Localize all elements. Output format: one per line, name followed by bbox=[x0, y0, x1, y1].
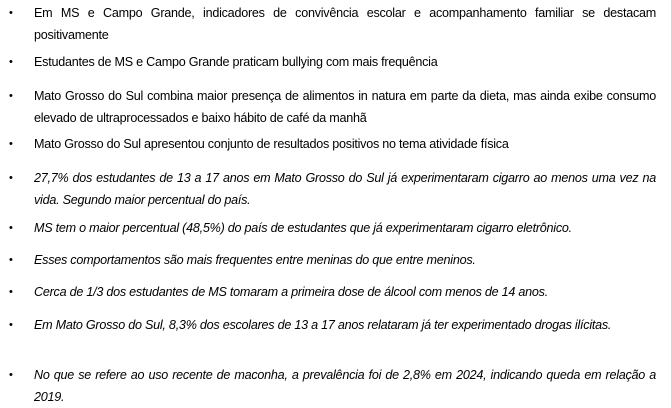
list-item-text: Mato Grosso do Sul combina maior presença de alimentos in natura em parte da dieta, mas ainda exibe consumo elevado de ultraprocessados e baixo hábito de café da manhã bbox=[34, 89, 656, 125]
bullet-icon: • bbox=[9, 138, 13, 150]
bullet-icon: • bbox=[9, 172, 13, 184]
list-item-text: MS tem o maior percentual (48,5%) do país de estudantes que já experimentaram cigarro eletrônico. bbox=[34, 221, 572, 235]
list-item-text: 27,7% dos estudantes de 13 a 17 anos em Mato Grosso do Sul já experimentaram cigarro ao menos uma vez na vida. Segundo maior percentual do país. bbox=[34, 171, 656, 207]
list-item-text: Estudantes de MS e Campo Grande praticam bullying com mais frequência bbox=[34, 55, 438, 69]
list-item-text: Esses comportamentos são mais frequentes entre meninas do que entre meninos. bbox=[34, 253, 476, 267]
bullet-icon: • bbox=[9, 286, 13, 298]
bullet-icon: • bbox=[9, 222, 13, 234]
list-item-text: No que se refere ao uso recente de maconha, a prevalência foi de 2,8% em 2024, indicando queda em relação a 2019. bbox=[34, 368, 656, 404]
bullet-icon: • bbox=[9, 254, 13, 266]
bullet-icon: • bbox=[9, 7, 13, 19]
list-item-text: Cerca de 1/3 dos estudantes de MS tomaram a primeira dose de álcool com menos de 14 anos. bbox=[34, 285, 548, 299]
bullet-icon: • bbox=[9, 319, 13, 331]
bullet-icon: • bbox=[9, 90, 13, 102]
list-item-text: Em MS e Campo Grande, indicadores de convivência escolar e acompanhamento familiar se destacam positivamente bbox=[34, 6, 656, 42]
bullet-icon: • bbox=[9, 369, 13, 381]
list-item-text: Em Mato Grosso do Sul, 8,3% dos escolares de 13 a 17 anos relataram já ter experimentado drogas ilícitas. bbox=[34, 318, 612, 332]
list-item-text: Mato Grosso do Sul apresentou conjunto de resultados positivos no tema atividade física bbox=[34, 137, 509, 151]
bullet-icon: • bbox=[9, 56, 13, 68]
